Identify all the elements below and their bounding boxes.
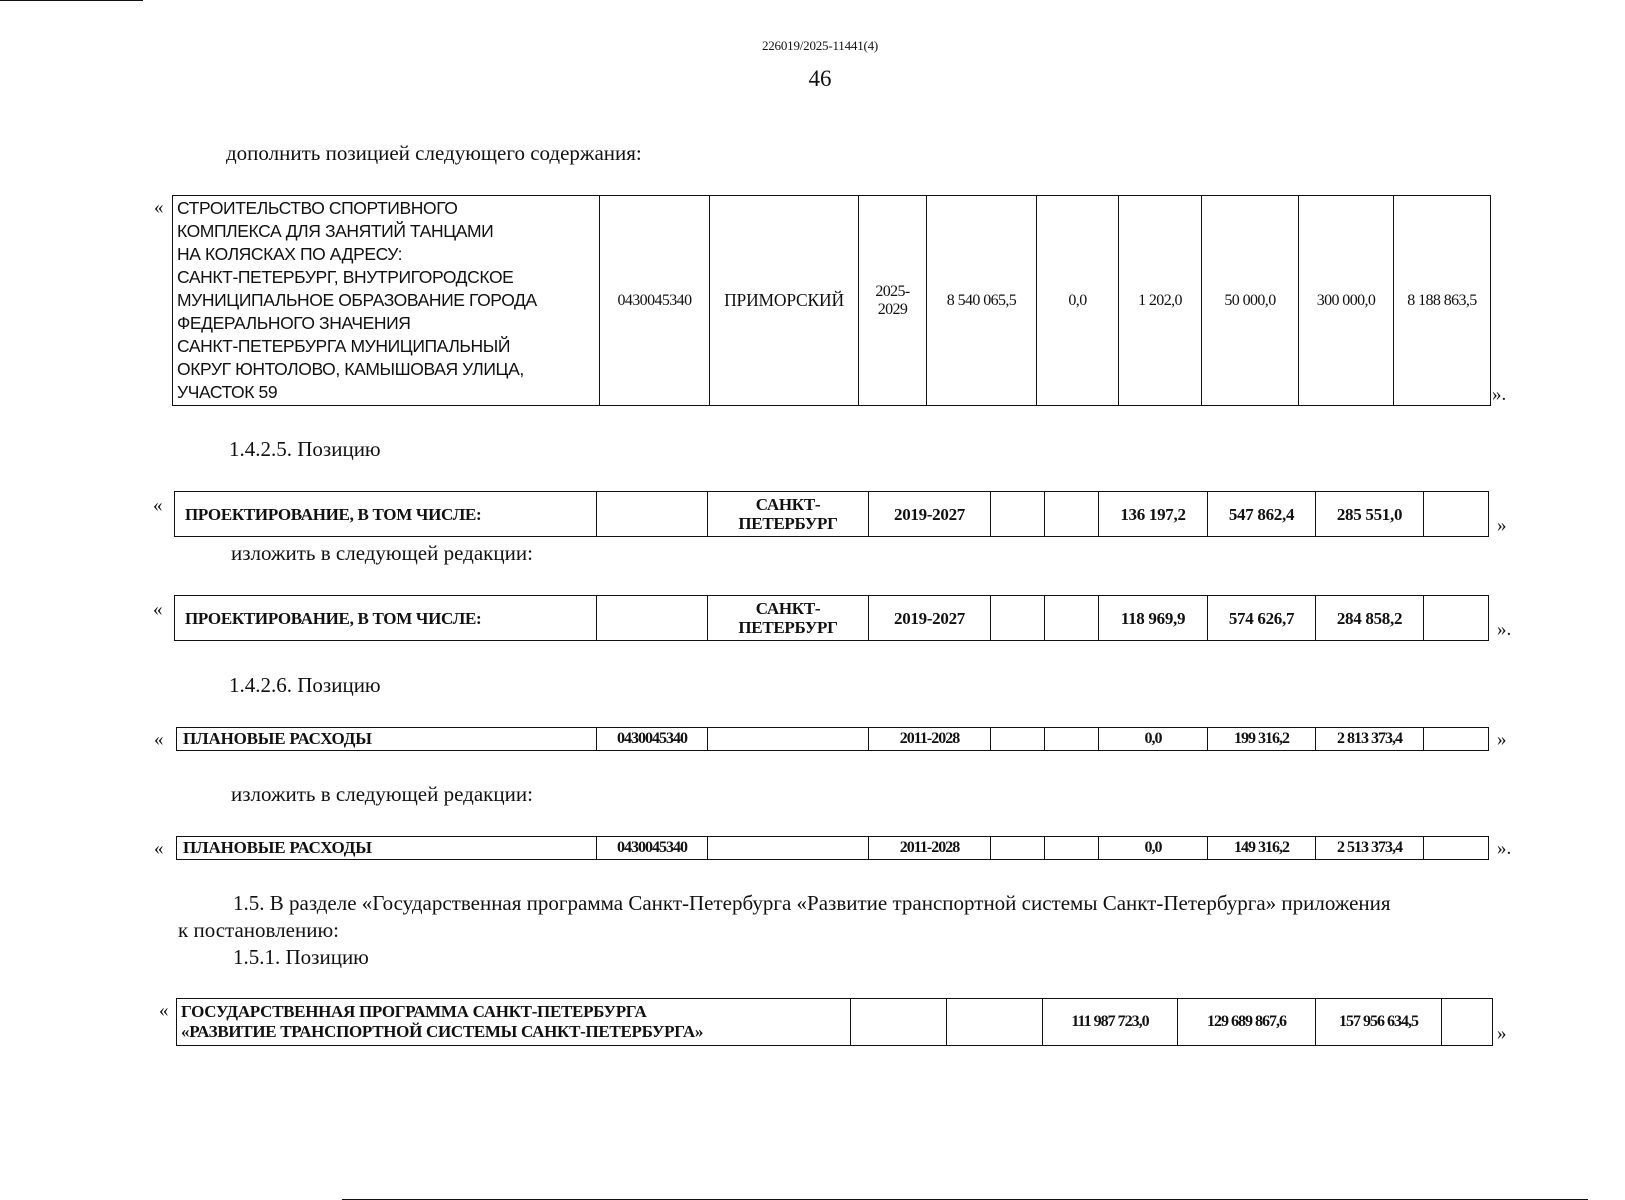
value-cell [991,596,1045,641]
code-cell: 0430045340 [597,728,708,751]
top-edge-rule [0,0,143,1]
name-line: ФЕДЕРАЛЬНОГО ЗНАЧЕНИЯ [177,313,411,333]
value-cell: 111 987 723,0 [1043,999,1178,1046]
value-cell [851,999,947,1046]
value-cell: 118 969,9 [1099,596,1208,641]
section-1-5-line2: к постановлению: [178,918,339,942]
value-cell: 129 689 867,6 [1178,999,1316,1046]
district-cell [708,492,869,537]
project-name-cell: ПЛАНОВЫЕ РАСХОДЫ [177,837,597,860]
value-cell: 2 813 373,4 [1316,728,1424,751]
edit-label-1: изложить в следующей редакции: [231,541,533,565]
value-cell [947,999,1043,1046]
district-cell: ПРИМОРСКИЙ [710,196,859,406]
table-row [177,837,1489,860]
district-cell [708,728,869,751]
value-cell: 0,0 [1099,837,1208,860]
name-line: КОМПЛЕКСА ДЛЯ ЗАНЯТИЙ ТАНЦАМИ [177,221,494,241]
quote-open-4: « [154,729,164,750]
value-cell [991,492,1045,537]
code-cell [597,596,708,641]
design-new-table [174,595,1489,641]
quote-close-5: ». [1497,838,1512,859]
district-line: САНКТ- [755,599,821,618]
years-cell: 2019-2027 [869,492,991,537]
value-cell [1424,728,1489,751]
edit-label-2: изложить в следующей редакции: [231,782,533,806]
value-cell [1424,492,1489,537]
name-line: САНКТ-ПЕТЕРБУРГА МУНИЦИПАЛЬНЫЙ [177,336,511,356]
value-cell [1045,492,1099,537]
section-1-4-2-6: 1.4.2.6. Позицию [229,673,381,697]
name-line: УЧАСТОК 59 [177,382,278,402]
value-cell: 136 197,2 [1099,492,1208,537]
planned-old-table [176,727,1489,751]
program-name-cell [177,999,851,1046]
section-1-5-line1: 1.5. В разделе «Государственная программа Санкт-Петербурга «Развитие транспортной системы Санкт-Петербурга» приложения [233,891,1391,915]
district-cell [708,837,869,860]
value-cell [1424,837,1489,860]
code-cell [597,492,708,537]
value-cell: 50 000,0 [1202,196,1299,406]
district-line: ПЕТЕРБУРГ [738,514,838,533]
name-line: СТРОИТЕЛЬСТВО СПОРТИВНОГО [177,198,458,218]
name-line: ОКРУГ ЮНТОЛОВО, КАМЫШОВАЯ УЛИЦА, [177,359,524,379]
program-name-line: «РАЗВИТИЕ ТРАНСПОРТНОЙ СИСТЕМЫ САНКТ-ПЕТЕРБУРГА» [181,1022,704,1041]
years-line: 2025- [875,282,910,300]
district-line: ПЕТЕРБУРГ [738,618,838,637]
quote-close-4: » [1497,729,1507,750]
value-cell: 2 513 373,4 [1316,837,1424,860]
value-cell: 157 956 634,5 [1316,999,1442,1046]
value-cell: 300 000,0 [1299,196,1394,406]
district-cell [708,596,869,641]
value-cell [991,728,1045,751]
quote-close-1: ». [1492,384,1507,405]
years-cell: 2011-2028 [869,837,991,860]
value-cell: 199 316,2 [1208,728,1316,751]
document-number: 226019/2025-11441(4) [761,38,879,53]
value-cell: 8 540 065,5 [927,196,1037,406]
code-cell: 0430045340 [600,196,710,406]
section-1-5-1: 1.5.1. Позицию [233,945,369,969]
district-line: САНКТ- [755,495,821,514]
table-row [173,196,1491,406]
project-name-cell: ПРОЕКТИРОВАНИЕ, В ТОМ ЧИСЛЕ: [175,492,597,537]
quote-open-5: « [154,838,164,859]
planned-new-table [176,836,1489,860]
value-cell [1045,837,1099,860]
project-name-cell [173,196,600,406]
page-number: 46 [808,66,832,91]
intro-text: дополнить позицией следующего содержания: [226,141,642,165]
quote-close-3: ». [1497,619,1512,640]
value-cell: 547 862,4 [1208,492,1316,537]
sports-complex-table [172,195,1491,406]
value-cell [1442,999,1493,1046]
section-1-4-2-5: 1.4.2.5. Позицию [229,437,381,461]
design-old-table [174,491,1489,537]
name-line: МУНИЦИПАЛЬНОЕ ОБРАЗОВАНИЕ ГОРОДА [177,290,537,310]
value-cell: 1 202,0 [1119,196,1202,406]
code-cell: 0430045340 [597,837,708,860]
quote-close-2: » [1497,515,1507,536]
project-name-cell: ПРОЕКТИРОВАНИЕ, В ТОМ ЧИСЛЕ: [175,596,597,641]
table-row [177,728,1489,751]
value-cell: 285 551,0 [1316,492,1424,537]
years-line: 2029 [877,300,908,318]
quote-close-6: » [1497,1023,1507,1044]
table-row [175,596,1489,641]
value-cell [1045,596,1099,641]
quote-open-1: « [154,197,164,218]
years-cell: 2011-2028 [869,728,991,751]
value-cell: 284 858,2 [1316,596,1424,641]
years-cell: 2019-2027 [869,596,991,641]
value-cell [1045,728,1099,751]
program-name-line: ГОСУДАРСТВЕННАЯ ПРОГРАММА САНКТ-ПЕТЕРБУРГА [181,1002,647,1021]
value-cell: 574 626,7 [1208,596,1316,641]
value-cell: 0,0 [1099,728,1208,751]
value-cell [1424,596,1489,641]
value-cell: 8 188 863,5 [1394,196,1491,406]
project-name-cell: ПЛАНОВЫЕ РАСХОДЫ [177,728,597,751]
value-cell [991,837,1045,860]
name-line: НА КОЛЯСКАХ ПО АДРЕСУ: [177,244,403,264]
name-line: САНКТ-ПЕТЕРБУРГ, ВНУТРИГОРОДСКОЕ [177,267,514,287]
years-cell [859,196,927,406]
quote-open-2: « [153,495,163,516]
quote-open-3: « [153,599,163,620]
table-row [175,492,1489,537]
gov-program-table [176,998,1493,1046]
value-cell: 149 316,2 [1208,837,1316,860]
value-cell: 0,0 [1037,196,1119,406]
quote-open-6: « [159,1000,169,1021]
table-row [177,999,1493,1046]
